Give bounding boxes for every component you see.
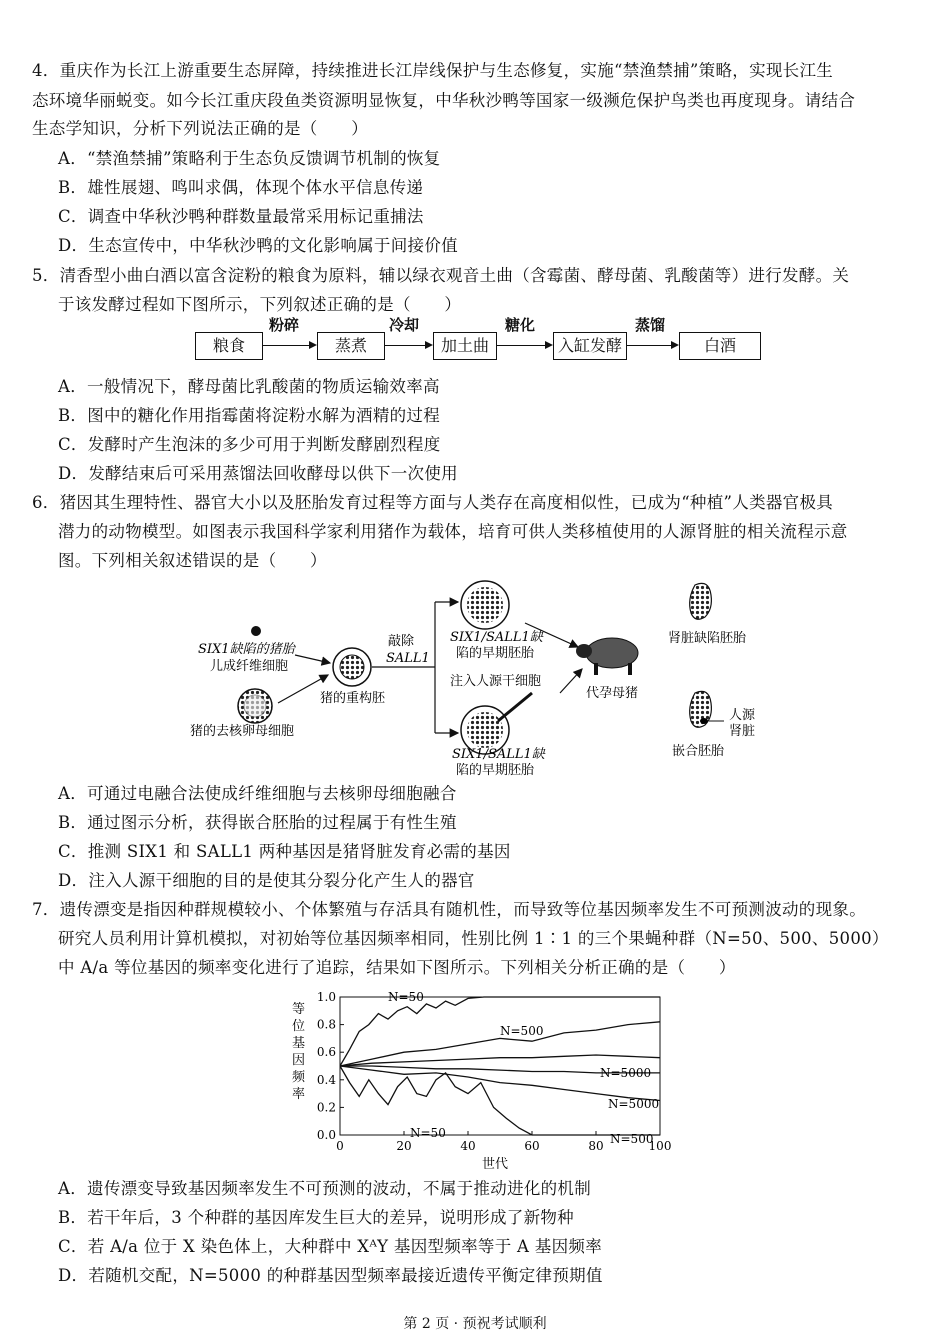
q5-line-2: 于该发酵过程如下图所示，下列叙述正确的是（ ） (58, 295, 462, 314)
q7-line-2: 研究人员利用计算机模拟，对初始等位基因频率相同，性别比例 1∶1 的三个果蝇种群（N=50、500、5000） (58, 929, 889, 948)
knockout-label-1: 敲除 (388, 634, 415, 649)
embryo-bottom-label-1: SIX1/SALL1缺 (452, 747, 545, 762)
q4-option-b: B．雄性展翅、鸣叫求偶，体现个体水平信息传递 (58, 178, 424, 197)
flow-box-ferment: 入缸发酵 (553, 332, 627, 360)
embryo-top-label-1: SIX1/SALL1缺 (450, 630, 543, 645)
chimera-embryo-icon (690, 691, 724, 727)
q7-option-d: D．若随机交配，N=5000 的种群基因型频率最接近遗传平衡定律预期值 (58, 1266, 603, 1285)
q7-option-c: C．若 A/a 位于 X 染色体上，大种群中 XᴬY 基因型频率等于 A 基因频率 (58, 1237, 602, 1256)
human-kidney-label-1: 人源 (729, 708, 756, 723)
q4-line-2: 态环境华丽蜕变。如今长江重庆段鱼类资源明显恢复，中华秋沙鸭等国家一级濒危保护鸟类也再度现身。请结合 (32, 91, 856, 110)
q5-option-d: D．发酵结束后可采用蒸馏法回收酵母以供下一次使用 (58, 464, 458, 483)
series-label-4: N=500 (610, 1132, 654, 1146)
fibroblast-cell-icon (251, 626, 261, 636)
q6-option-d: D．注入人源干细胞的目的是使其分裂分化产生人的器官 (58, 871, 475, 890)
pig-kidney-diagram (180, 575, 780, 780)
flow-box-steam: 蒸煮 (317, 332, 385, 360)
series-label-1: N=500 (500, 1024, 544, 1038)
q4-option-d: D．生态宣传中，中华秋沙鸭的文化影响属于间接价值 (58, 236, 458, 255)
embryo-bottom-label-2: 陷的早期胚胎 (456, 763, 535, 778)
q5-option-c: C．发酵时产生泡沫的多少可用于判断发酵剧烈程度 (58, 435, 441, 454)
series-line-2 (340, 1055, 660, 1066)
kidney-defect-embryo-icon (690, 583, 712, 619)
x-tick-label: 80 (588, 1139, 604, 1153)
q4-option-a: A．“禁渔禁捕”策略利于生态负反馈调节机制的恢复 (58, 149, 441, 168)
q6-line-2: 潜力的动物模型。如图表示我国科学家利用猪作为载体，培育可供人类移植使用的人源肾脏的相关流程示意 (58, 522, 848, 541)
q4-line-3: 生态学知识，分析下列说法正确的是（ ） (32, 119, 368, 138)
y-tick-label: 0.4 (316, 1072, 336, 1087)
flow-arrow-1 (263, 345, 315, 346)
series-label-2: N=5000 (600, 1066, 652, 1080)
q7-option-a: A．遗传漂变导致基因频率发生不可预测的波动，不属于推动进化的机制 (58, 1179, 592, 1198)
surrogate-label: 代孕母猪 (586, 686, 639, 701)
series-label-5: N=50 (410, 1126, 446, 1140)
flow-step-crush: 粉碎 (269, 316, 300, 334)
flow-box-grain: 粮食 (195, 332, 263, 360)
q5-line-1: 5．清香型小曲白酒以富含淀粉的粮食为原料，辅以绿衣观音土曲（含霉菌、酵母菌、乳酸菌等）进行发酵。关 (32, 266, 850, 285)
q6-option-b: B．通过图示分析，获得嵌合胚胎的过程属于有性生殖 (58, 813, 457, 832)
q5-option-b: B．图中的糖化作用指霉菌将淀粉水解为酒精的过程 (58, 406, 441, 425)
q6-option-a: A．可通过电融合法使成纤维细胞与去核卵母细胞融合 (58, 784, 457, 803)
surrogate-pig-icon (576, 638, 638, 675)
flow-box-add-qu: 加土曲 (433, 332, 497, 360)
injection-pipette-icon (498, 693, 532, 721)
flow-arrow-2 (385, 345, 431, 346)
flow-step-distill: 蒸馏 (635, 316, 666, 334)
x-tick-label: 20 (396, 1139, 412, 1153)
flow-step-cool: 冷却 (389, 316, 420, 334)
x-tick-label: 100 (648, 1139, 672, 1153)
series-label-3: N=5000 (608, 1097, 660, 1111)
chart-y-axis-label: 等位基因频率 (292, 1002, 306, 1102)
x-tick-label: 0 (336, 1139, 344, 1153)
flow-arrow-4 (627, 345, 677, 346)
y-tick-label: 0.0 (316, 1128, 336, 1142)
flow-arrow-3 (497, 345, 551, 346)
q5-option-a: A．一般情况下，酵母菌比乳酸菌的物质运输效率高 (58, 377, 440, 396)
fermentation-flow-diagram (195, 318, 765, 368)
embryo-top-label-2: 陷的早期胚胎 (456, 646, 535, 661)
q7-line-3: 中 A/a 等位基因的频率变化进行了追踪，结果如下图所示。下列相关分析正确的是（ ） (58, 958, 736, 977)
flow-box-baijiu: 白酒 (679, 332, 761, 360)
fibroblast-label-1: SIX1缺陷的猪胎 (198, 642, 295, 657)
reconstructed-label: 猪的重构胚 (320, 691, 386, 706)
q7-option-b: B．若干年后，3 个种群的基因库发生巨大的差异，说明形成了新物种 (58, 1208, 574, 1227)
knockout-label-2: SALL1 (386, 651, 430, 666)
q6-line-3: 图。下列相关叙述错误的是（ ） (58, 551, 327, 570)
y-tick-label: 0.6 (316, 1045, 336, 1060)
q4-line-1: 4．重庆作为长江上游重要生态屏障，持续推进长江岸线保护与生态修复，实施“禁渔禁捕”策略，实现长江生 (32, 61, 834, 80)
kidney-defect-label: 肾脏缺陷胚胎 (668, 631, 747, 646)
q4-option-c: C．调查中华秋沙鸭种群数量最常采用标记重捕法 (58, 207, 424, 226)
y-tick-label: 1.0 (316, 990, 336, 1004)
oocyte-label: 猪的去核卵母细胞 (190, 724, 295, 739)
q6-option-c: C．推测 SIX1 和 SALL1 两种基因是猪肾脏发育必需的基因 (58, 842, 511, 861)
fibroblast-label-2: 儿成纤维细胞 (210, 659, 289, 674)
human-kidney-label-2: 肾脏 (729, 724, 756, 739)
q6-line-1: 6．猪因其生理特性、器官大小以及胚胎发育过程等方面与人类存在高度相似性，已成为“种植”人类器官极具 (32, 493, 834, 512)
chimera-label: 嵌合胚胎 (672, 744, 725, 759)
flow-step-saccharify: 糖化 (505, 316, 536, 334)
inject-label: 注入人源干细胞 (450, 674, 542, 689)
y-tick-label: 0.2 (316, 1100, 336, 1115)
page-footer: 第 2 页 · 预祝考试顺利 (403, 1316, 547, 1332)
x-tick-label: 60 (524, 1139, 540, 1153)
x-tick-label: 40 (460, 1139, 476, 1153)
q7-line-1: 7．遗传漂变是指因种群规模较小、个体繁殖与存活具有随机性，而导致等位基因频率发生不可预测波动的现象。 (32, 900, 866, 919)
y-tick-label: 0.8 (316, 1017, 336, 1032)
chart-x-axis-label: 世代 (481, 1157, 509, 1172)
genetic-drift-chart (270, 985, 690, 1175)
series-label-0: N=50 (388, 990, 424, 1004)
